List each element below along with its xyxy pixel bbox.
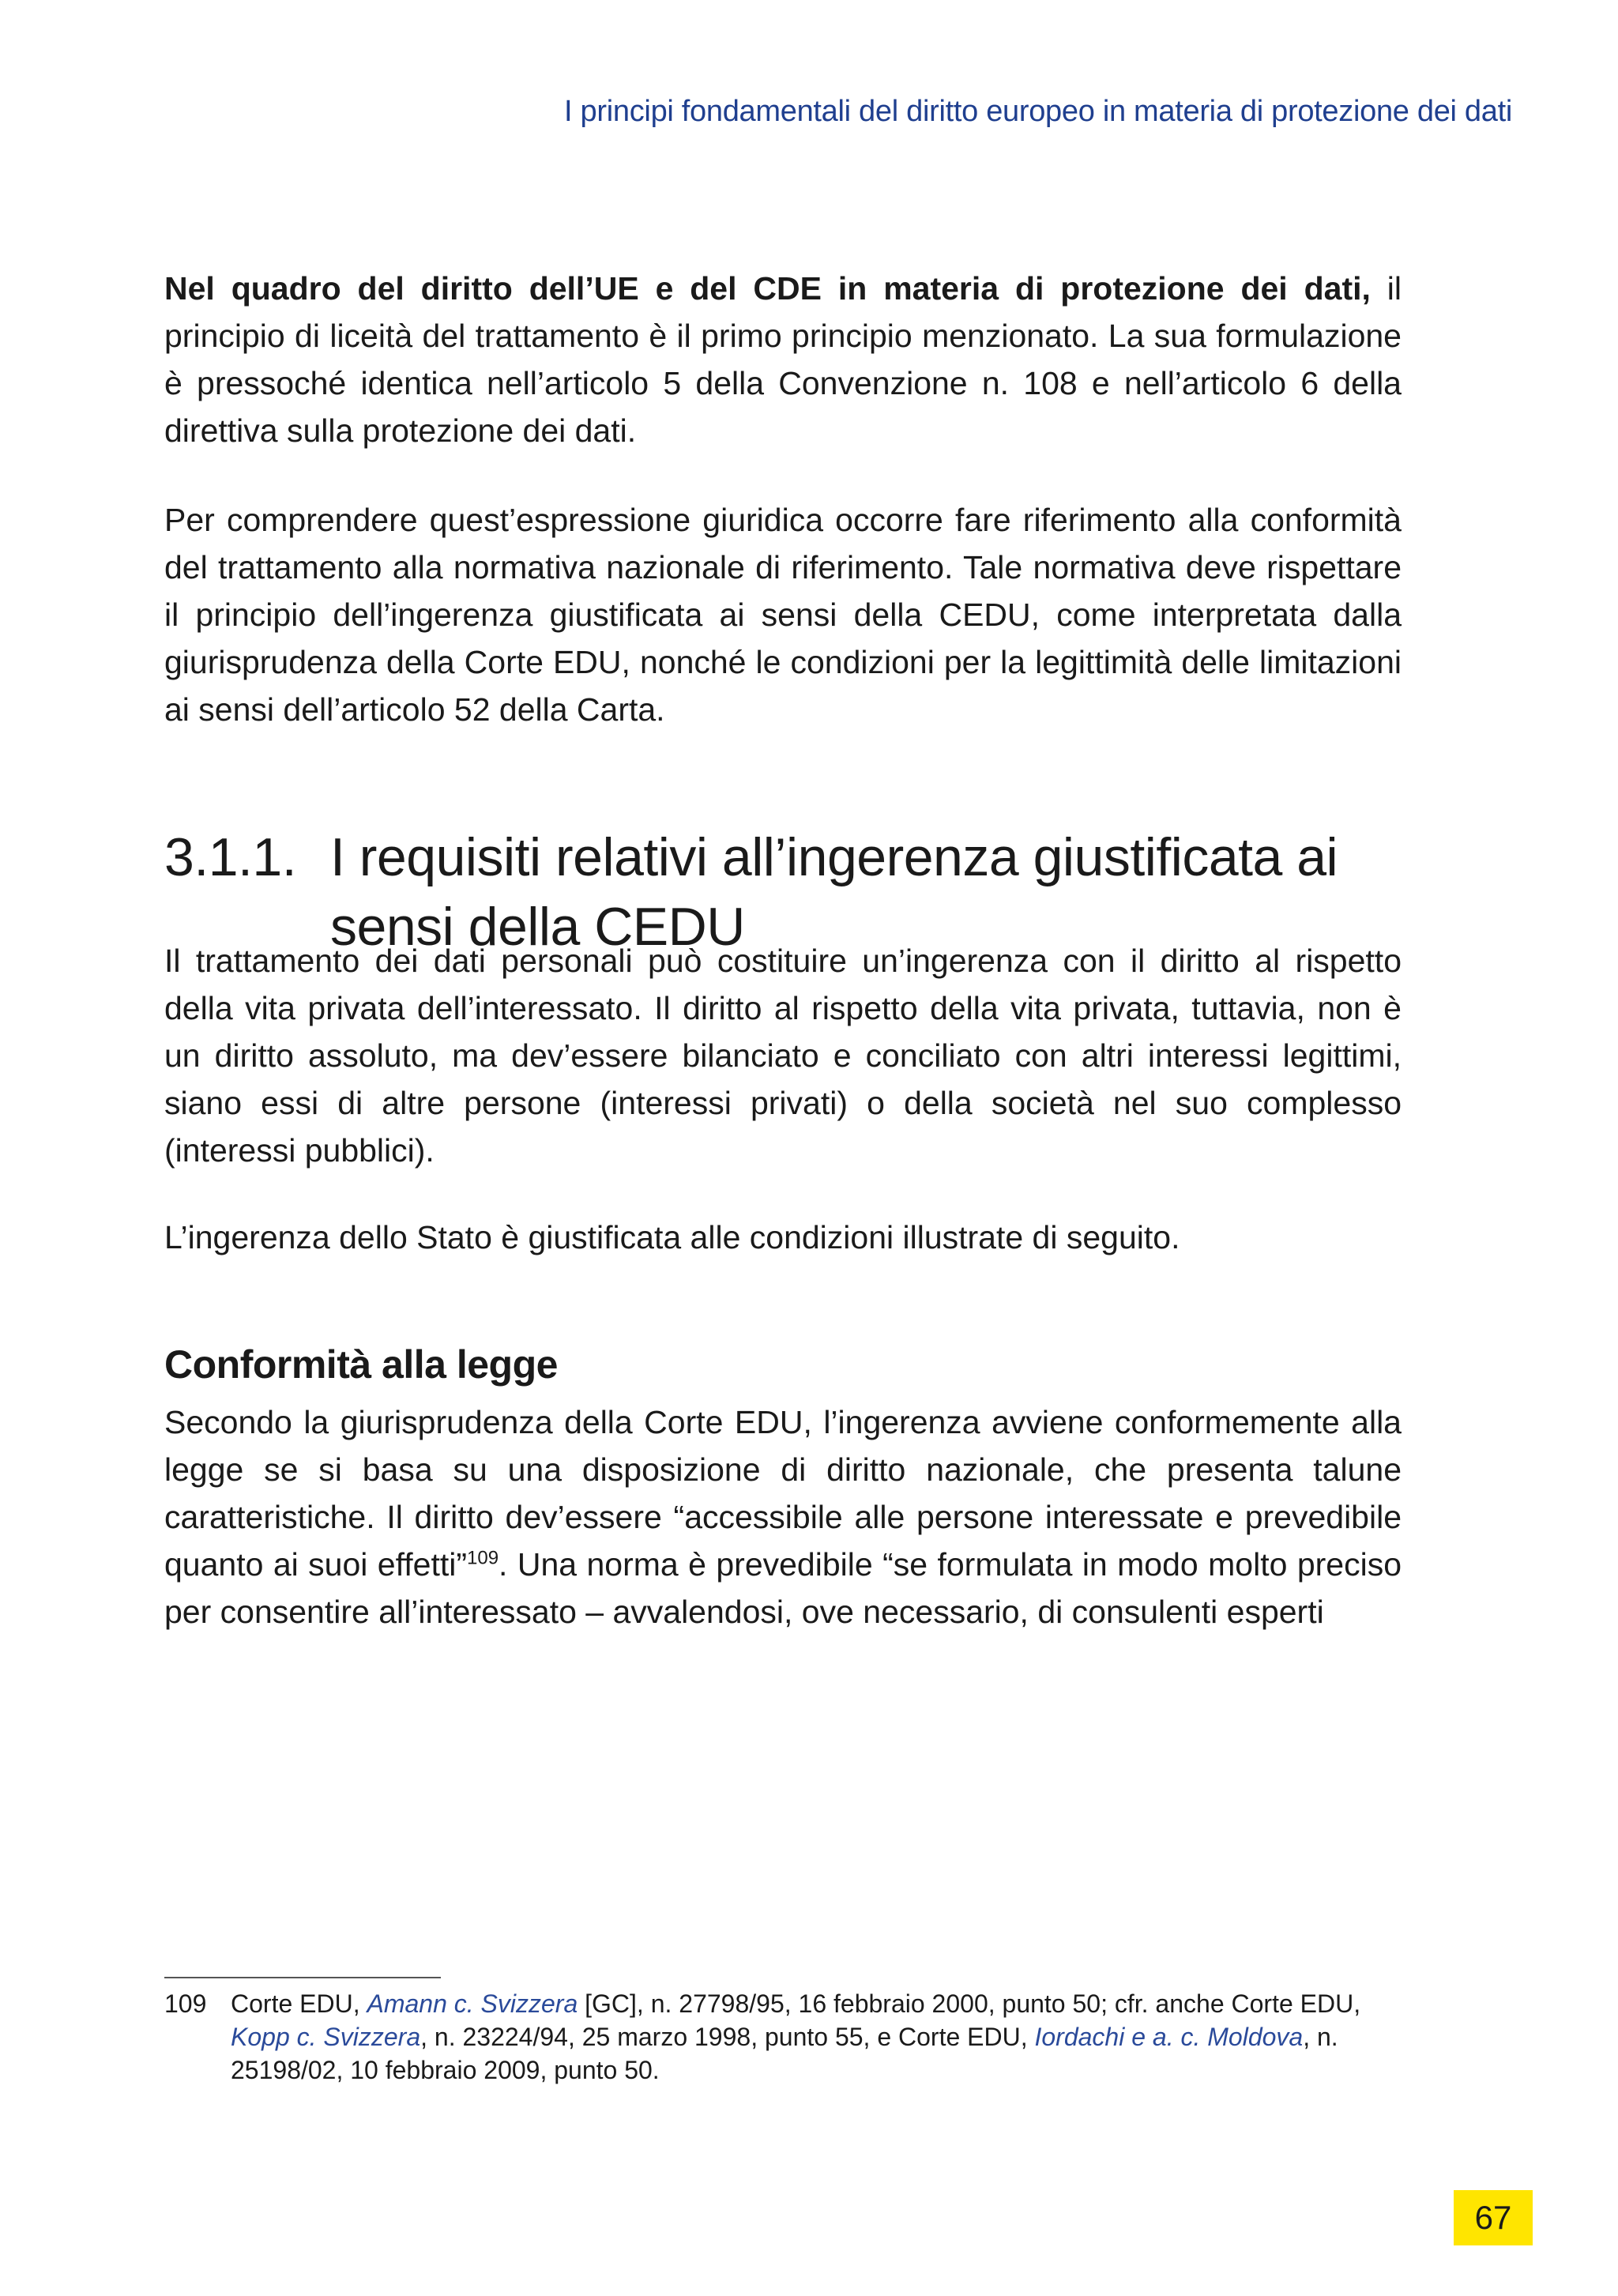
footnote-text-part: [GC], n. 27798/95, 16 febbraio 2000, punto 50; cfr. anche Corte EDU,: [578, 1989, 1361, 2018]
paragraph-text: . Una norma è prevedibile “se formulata in modo molto preciso per consentire all’interessato – avvalendosi, ove necessario, di consulenti esperti: [164, 1546, 1402, 1630]
paragraph-conformity-law: [164, 1398, 1402, 1635]
case-name-amann: Amann c. Svizzera: [367, 1989, 578, 2018]
footnote-divider: [164, 1977, 441, 1978]
paragraph-state-interference: L’ingerenza dello Stato è giustificata alle condizioni illustrate di seguito.: [164, 1219, 1180, 1255]
paragraph-interference: Il trattamento dei dati personali può costituire un’ingerenza con il diritto al rispetto della vita privata dell’interessato. Il diritto al rispetto della vita privata, tuttavia, non è un diritto assoluto, ma dev’essere bilanciato e conciliato con altri interessi legittimi, siano essi di altre persone (interessi privati) o della società nel suo complesso (interessi pubblici).: [164, 943, 1402, 1169]
section-number: 3.1.1.: [164, 827, 297, 888]
case-name-iordachi: Iordachi e a. c. Moldova: [1034, 2023, 1304, 2051]
footnote-text-part: Corte EDU,: [231, 1989, 367, 2018]
footnote-text-part: , n. 23224/94, 25 marzo 1998, punto 55, e Corte EDU,: [420, 2023, 1035, 2051]
footnote-number: 109: [164, 1989, 207, 2018]
page-number: 67: [1454, 2190, 1533, 2245]
paragraph-bold-lead: Nel quadro del diritto dell’UE e del CDE in materia di protezione dei dati,: [164, 270, 1371, 307]
case-name-kopp: Kopp c. Svizzera: [231, 2023, 421, 2051]
running-header: I principi fondamentali del diritto europeo in materia di protezione dei dati: [564, 95, 1512, 128]
subheading-conformity: Conformità alla legge: [164, 1342, 558, 1387]
section-title: I requisiti relativi all’ingerenza giustificata ai sensi della CEDU: [330, 827, 1338, 958]
paragraph-legal-expression: Per comprendere quest’espressione giuridica occorre fare riferimento alla conformità del trattamento alla normativa nazionale di riferimento. Tale normativa deve rispettare il principio dell’ingerenza giustificata ai sensi della CEDU, come interpretata dalla giurisprudenza della Corte EDU, nonché le condizioni per la legittimità delle limitazioni ai sensi dell’articolo 52 della Carta.: [164, 502, 1402, 728]
footnote-text: [231, 1987, 1413, 2087]
footnote-text-part: , n. 25198/02, 10 febbraio 2009, punto 50.: [231, 2023, 1338, 2084]
footnote: [164, 1987, 1413, 2087]
paragraph-text: Secondo la giurisprudenza della Corte EDU, l’ingerenza avviene conformemente alla legge se si basa su una disposizione di diritto nazionale, che presenta talune caratteristiche. Il diritto dev’essere “accessibile alle persone interessate e prevedibile quanto ai suoi effetti”: [164, 1404, 1402, 1583]
paragraph-lawfulness-intro: [164, 265, 1402, 454]
paragraph-text: il principio di liceità del trattamento è il primo principio menzionato. La sua formulazione è pressoché identica nell’articolo 5 della Convenzione n. 108 e nell’articolo 6 della direttiva sulla protezione dei dati.: [164, 270, 1402, 449]
footnote-reference[interactable]: 109: [467, 1547, 499, 1569]
